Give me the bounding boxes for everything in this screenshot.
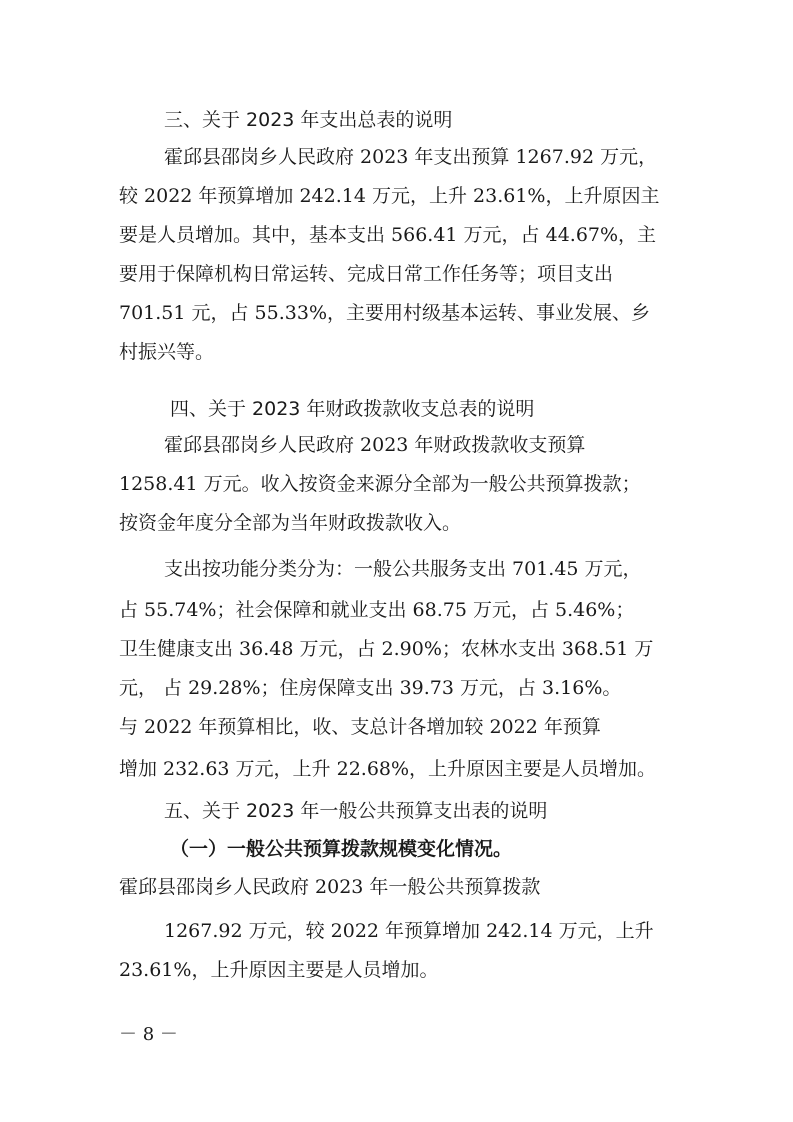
section-3-heading: 三、关于 2023 年支出总表的说明 <box>164 109 453 131</box>
paragraph-line: 占 55.74%；社会保障和就业支出 68.75 万元，占 5.46%； <box>119 599 635 621</box>
paragraph-line: 要用于保障机构日常运转、完成日常工作任务等；项目支出 <box>119 263 614 285</box>
paragraph-line: 霍邱县邵岗乡人民政府 2023 年一般公共预算拨款 <box>119 876 541 898</box>
paragraph-line: 支出按功能分类分为：一般公共服务支出 701.45 万元， <box>164 558 642 580</box>
section-4-heading: 四、关于 2023 年财政拨款收支总表的说明 <box>170 398 535 420</box>
paragraph-line: 卫生健康支出 36.48 万元，占 2.90%；农林水支出 368.51 万 <box>119 638 654 660</box>
paragraph-line: 村振兴等。 <box>119 341 215 363</box>
paragraph-line: 与 2022 年预算相比，收、支总计各增加较 2022 年预算 <box>119 716 601 738</box>
paragraph-line: 较 2022 年预算增加 242.14 万元，上升 23.61%，上升原因主 <box>119 185 660 207</box>
page-number: － 8 － <box>119 1024 178 1045</box>
paragraph-line: 霍邱县邵岗乡人民政府 2023 年财政拨款收支预算 <box>164 434 586 456</box>
paragraph-line: 霍邱县邵岗乡人民政府 2023 年支出预算 1267.92 万元， <box>164 146 658 168</box>
paragraph-line: 元， 占 29.28%；住房保障支出 39.73 万元，占 3.16%。 <box>119 677 622 699</box>
paragraph-line: 增加 232.63 万元，上升 22.68%，上升原因主要是人员增加。 <box>119 758 657 780</box>
paragraph-line: 701.51 元，占 55.33%，主要用村级基本运转、事业发展、乡 <box>119 302 651 324</box>
paragraph-line: 1258.41 万元。收入按资金来源分全部为一般公共预算拨款； <box>119 473 641 495</box>
paragraph-line: 按资金年度分全部为当年财政拨款收入。 <box>119 512 462 534</box>
section-5-heading: 五、关于 2023 年一般公共预算支出表的说明 <box>164 800 548 822</box>
section-5-subheading: （一）一般公共预算拨款规模变化情况。 <box>170 838 513 860</box>
paragraph-line: 1267.92 万元，较 2022 年预算增加 242.14 万元，上升 <box>164 920 654 942</box>
paragraph-line: 要是人员增加。其中，基本支出 566.41 万元，占 44.67%，主 <box>119 224 657 246</box>
paragraph-line: 23.61%，上升原因主要是人员增加。 <box>119 959 439 981</box>
